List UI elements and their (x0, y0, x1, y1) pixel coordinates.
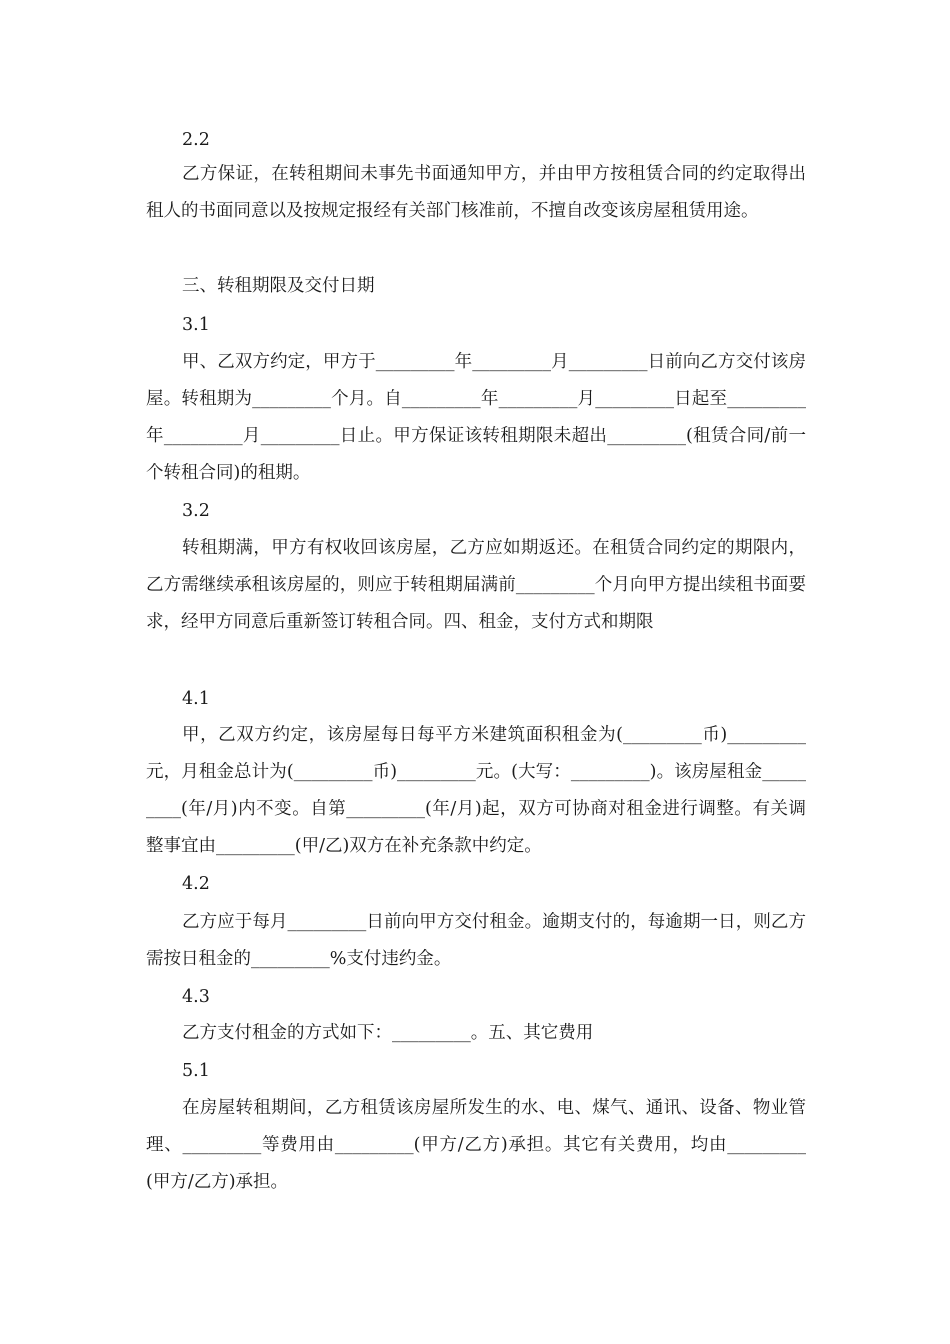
clause-number-4-2: 4.2 (182, 874, 210, 894)
clause-5-1-text: 在房屋转租期间，乙方租赁该房屋所发生的水、电、煤气、通讯、设备、物业管理、_________等费用由_________(甲方/乙方)承担。其它有关费用，均由_________(甲方/乙方)承担。 (146, 1098, 806, 1192)
clause-4-3-text: 乙方支付租金的方式如下：_________。五、其它费用 (182, 1023, 594, 1043)
clause-number-2-2: 2.2 (182, 130, 210, 150)
clause-number-3-1: 3.1 (182, 315, 210, 335)
section-heading-3: 三、转租期限及交付日期 (182, 276, 375, 296)
clause-3-2-text: 转租期满，甲方有权收回该房屋，乙方应如期返还。在租赁合同约定的期限内，乙方需继续承租该房屋的，则应于转租期届满前_________个月向甲方提出续租书面要求，经甲方同意后重新签订转租合同。四、租金，支付方式和期限 (146, 538, 806, 632)
clause-3-1-text: 甲、乙双方约定，甲方于_________年_________月_________日前向乙方交付该房屋。转租期为_________个月。自_________年_________月_________日起至_________年_________月_________日止。甲方保证该转租期限未超出_________(租赁合同/前一个转租合同)的租期。 (146, 352, 806, 483)
clause-4-1-text: 甲，乙双方约定，该房屋每日每平方米建筑面积租金为(_________币)_________元，月租金总计为(_________币)_________元。(大写：_________)。该房屋租金_________(年/月)内不变。自第_________(年/月)起，双方可协商对租金进行调整。有关调整事宜由_________(甲/乙)双方在补充条款中约定。 (146, 725, 806, 856)
clause-number-4-3: 4.3 (182, 987, 210, 1007)
clause-4-2-text: 乙方应于每月_________日前向甲方交付租金。逾期支付的，每逾期一日，则乙方需按日租金的_________%支付违约金。 (146, 912, 806, 969)
clause-number-3-2: 3.2 (182, 501, 210, 521)
clause-2-2-text: 乙方保证，在转租期间未事先书面通知甲方，并由甲方按租赁合同的约定取得出租人的书面同意以及按规定报经有关部门核准前，不擅自改变该房屋租赁用途。 (146, 164, 806, 221)
clause-number-4-1: 4.1 (182, 689, 210, 709)
clause-number-5-1: 5.1 (182, 1061, 210, 1081)
